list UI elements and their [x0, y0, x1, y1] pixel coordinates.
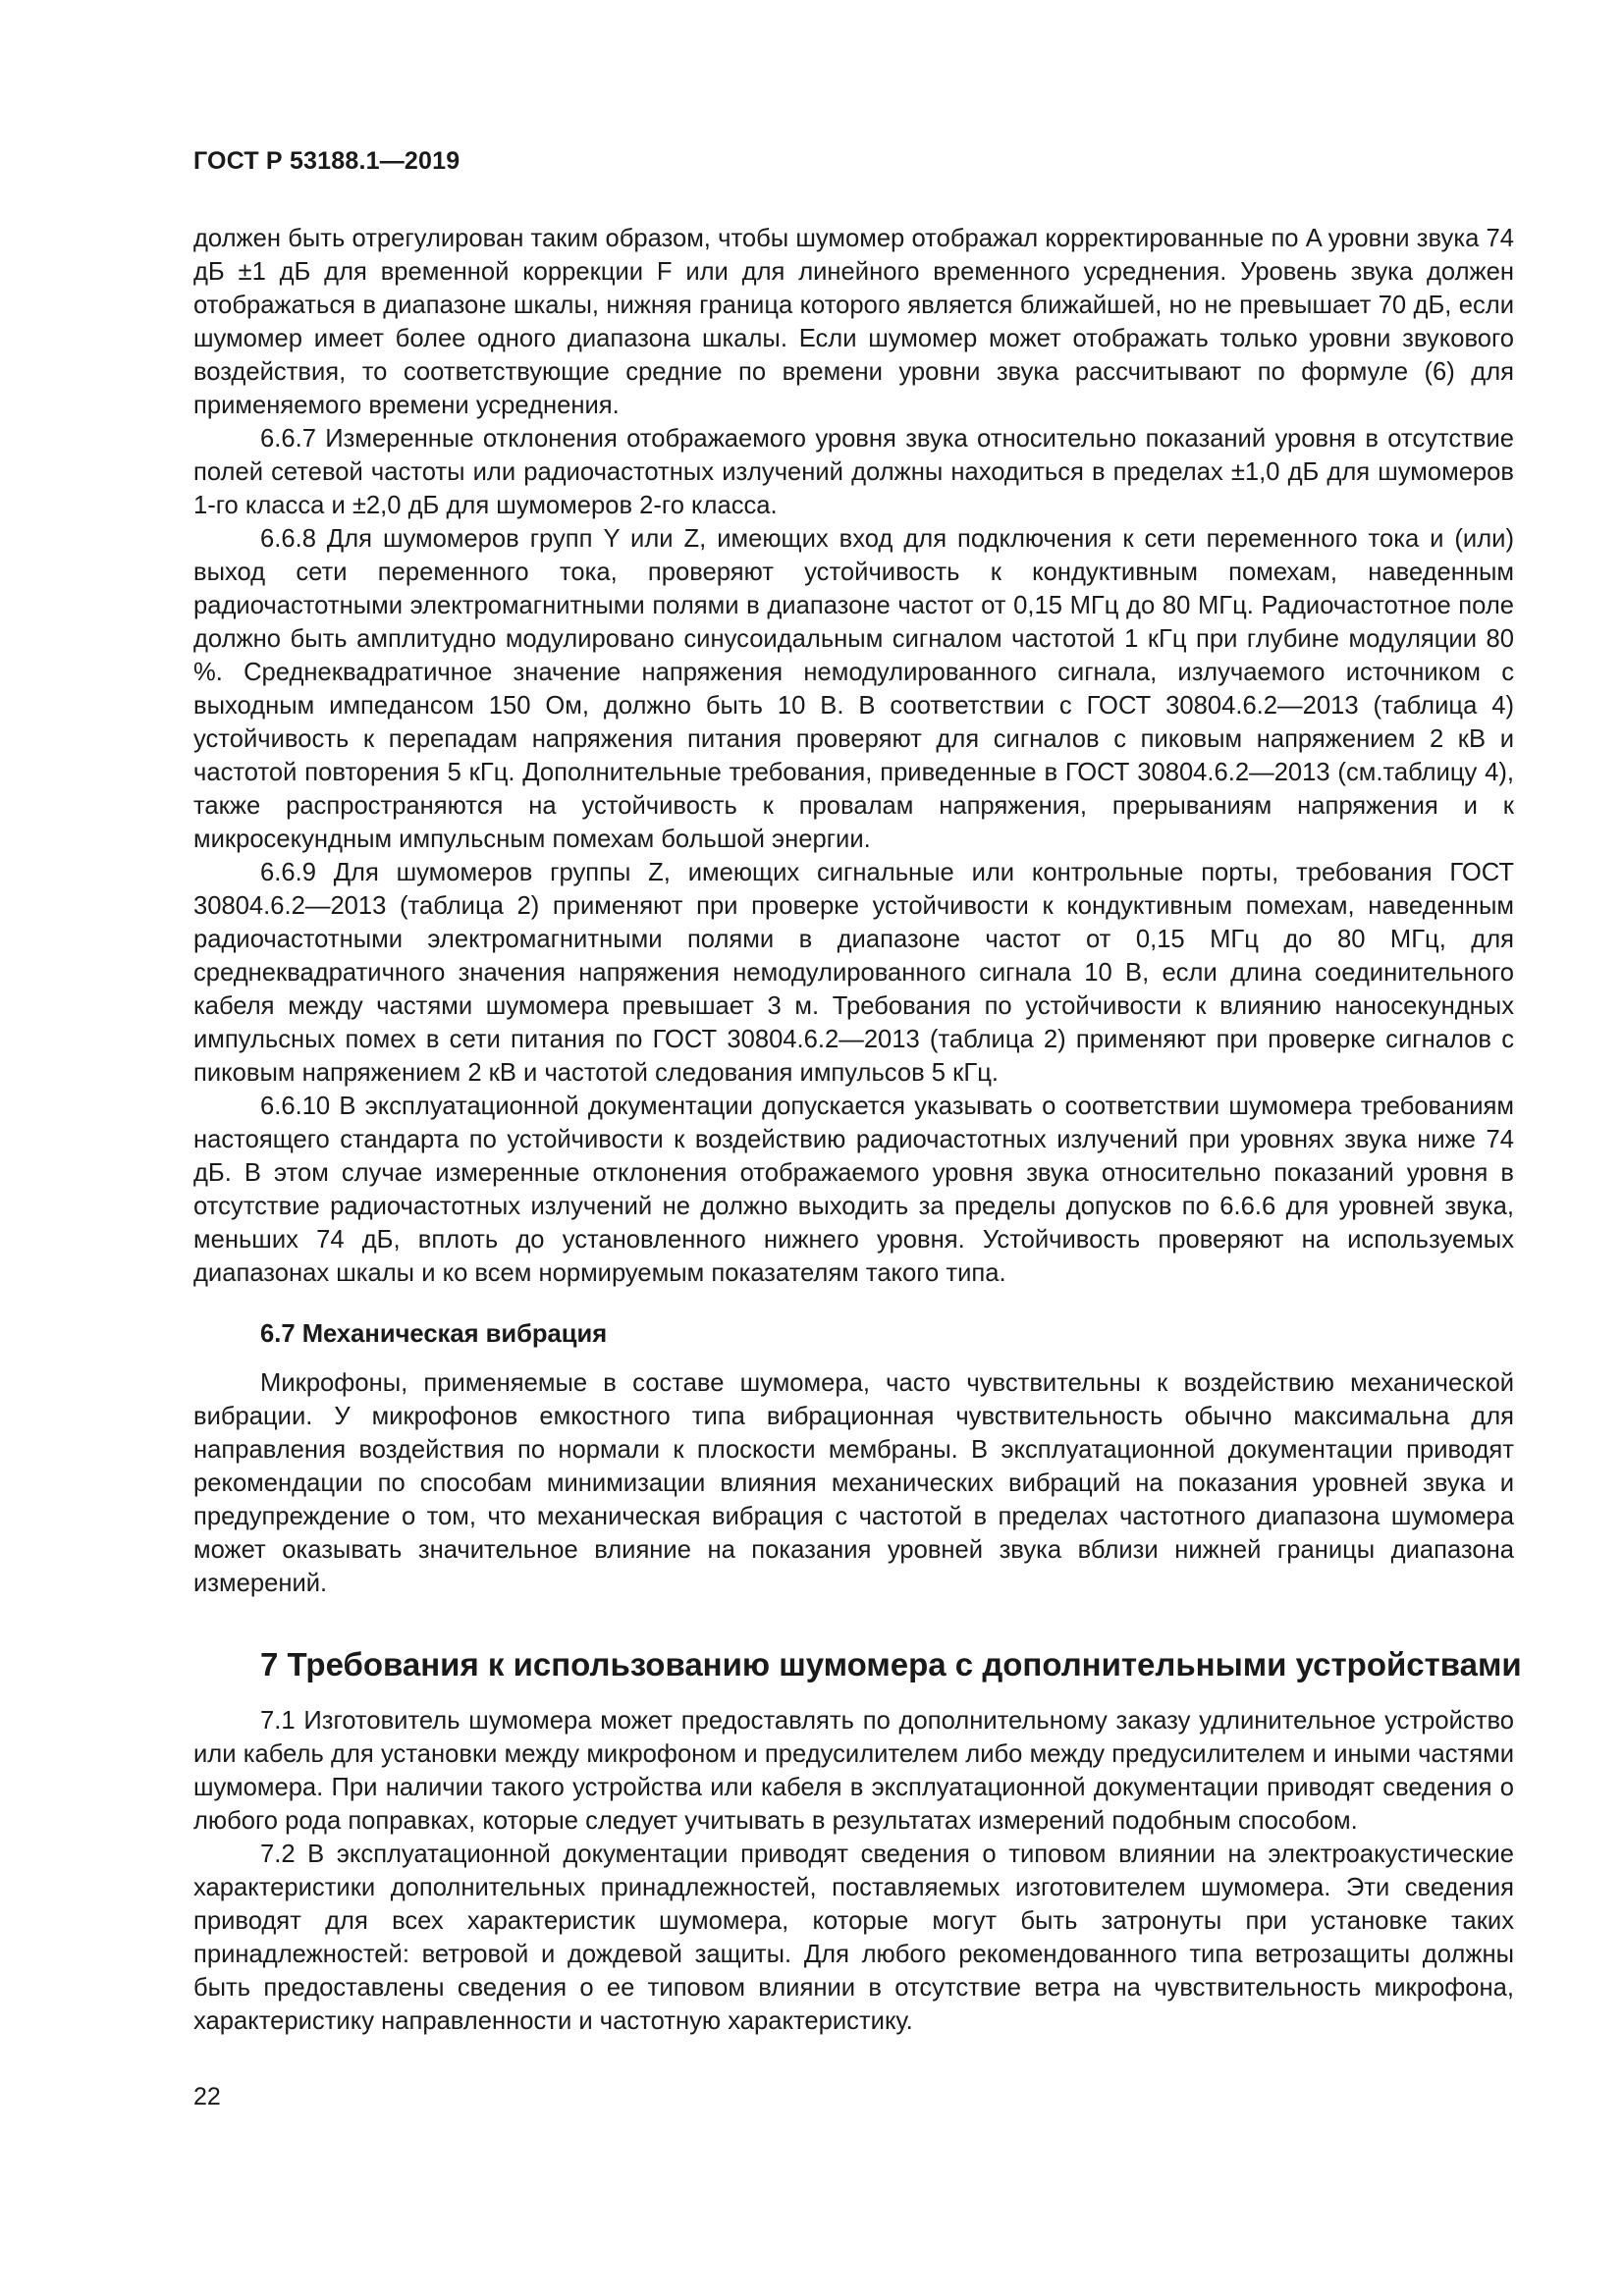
- paragraph-6-6-7: 6.6.7 Измеренные отклонения отображаемого уровня звука относительно показаний уровня в отсутствие полей сетевой частоты или радиочастотных излучений должны находиться в пределах ±1,0 дБ для шумомеров 1-го класса и ±2,0 дБ для шумомеров 2-го класса.: [193, 425, 1514, 519]
- paragraph-7-1: 7.1 Изготовитель шумомера может предоставлять по дополнительному заказу удлинительное устройство или кабель для установки между микрофоном и предусилителем либо между предусилителем и иными частями шумомера. При наличии такого устройства или кабеля в эксплуатационной документации приводят сведения о любого рода поправках, которые следует учитывать в результатах измерений подобным способом.: [193, 1707, 1514, 1835]
- paragraph-6-6-8: 6.6.8 Для шумомеров групп Y или Z, имеющих вход для подключения к сети переменного тока и (или) выход сети переменного тока, проверяют устойчивость к кондуктивным помехам, наведенным радиочастотными электромагнитными полями в диапазоне частот от 0,15 МГц до 80 МГц. Радиочастотное поле должно быть амплитудно модулировано синусоидальным сигналом частотой 1 кГц при глубине модуляции 80 %. Среднеквадратичное значение напряжения немодулированного сигнала, излучаемого источником с выходным импедансом 150 Ом, должно быть 10 В. В соответствии с ГОСТ 30804.6.2—2013 (таблица 4) устойчивость к перепадам напряжения питания проверяют для сигналов с пиковым напряжением 2 кВ и частотой повторения 5 кГц. Дополнительные требования, приведенные в ГОСТ 30804.6.2—2013 (см.таблицу 4), также распространяются на устойчивость к провалам напряжения, прерываниям напряжения и к микросекундным импульсным помехам большой энергии.: [193, 525, 1514, 853]
- paragraph-6-7: Микрофоны, применяемые в составе шумомера, часто чувствительны к воздействию механической вибрации. У микрофонов емкостного типа вибрационная чувствительность обычно максимальна для направления воздействия по нормали к плоскости мембраны. В эксплуатационной документации приводят рекомендации по способам минимизации влияния механических вибраций на показания уровней звука и предупреждение о том, что механическая вибрация с частотой в пределах частотного диапазона шумомера может оказывать значительное влияние на показания уровней звука вблизи нижней границы диапазона измерений.: [193, 1369, 1514, 1597]
- paragraph-continued: должен быть отрегулирован таким образом, чтобы шумомер отображал корректированные по A уровни звука 74 дБ ±1 дБ для временной коррекции F или для линейного временного усреднения. Уровень звука должен отображаться в диапазоне шкалы, нижняя граница которого является ближайшей, но не превышает 70 дБ, если шумомер имеет более одного диапазона шкалы. Если шумомер может отображать только уровни звукового воздействия, то соответствующие средние по времени уровни звука рассчитывают по формуле (6) для применяемого времени усреднения.: [193, 225, 1514, 419]
- section-heading-7: 7 Требования к использованию шумомера с дополнительными устройствами: [260, 1646, 1522, 1682]
- page-content: [193, 222, 1522, 2038]
- document-code-header: ГОСТ Р 53188.1—2019: [193, 147, 460, 175]
- subsection-heading-6-7: 6.7 Механическая вибрация: [260, 1320, 608, 1348]
- page-number: 22: [193, 2083, 221, 2110]
- paragraph-6-6-9: 6.6.9 Для шумомеров группы Z, имеющих сигнальные или контрольные порты, требования ГОСТ 30804.6.2—2013 (таблица 2) применяют при проверке устойчивости к кондуктивным помехам, наведенным радиочастотными электромагнитными полями в диапазоне частот от 0,15 МГц до 80 МГц, для среднеквадратичного значения напряжения немодулированного сигнала 10 В, если длина соединительного кабеля между частями шумомера превышает 3 м. Требования по устойчивости к влиянию наносекундных импульсных помех в сети питания по ГОСТ 30804.6.2—2013 (таблица 2) применяют при проверке сигналов с пиковым напряжением 2 кВ и частотой следования импульсов 5 кГц.: [193, 859, 1514, 1087]
- paragraph-6-6-10: 6.6.10 В эксплуатационной документации допускается указывать о соответствии шумомера требованиям настоящего стандарта по устойчивости к воздействию радиочастотных излучений при уровнях звука ниже 74 дБ. В этом случае измеренные отклонения отображаемого уровня звука относительно показаний уровня в отсутствие радиочастотных излучений не должно выходить за пределы допусков по 6.6.6 для уровней звука, меньших 74 дБ, вплоть до установленного нижнего уровня. Устойчивость проверяют на используемых диапазонах шкалы и ко всем нормируемым показателям такого типа.: [193, 1093, 1514, 1287]
- paragraph-7-2: 7.2 В эксплуатационной документации приводят сведения о типовом влиянии на электроакустические характеристики дополнительных принадлежностей, поставляемых изготовителем шумомера. Эти сведения приводят для всех характеристик шумомера, которые могут быть затронуты при установке таких принадлежностей: ветровой и дождевой защиты. Для любого рекомендованного типа ветрозащиты должны быть предоставлены сведения о ее типовом влиянии в отсутствие ветра на чувствительность микрофона, характеристику направленности и частотную характеристику.: [193, 1841, 1514, 2035]
